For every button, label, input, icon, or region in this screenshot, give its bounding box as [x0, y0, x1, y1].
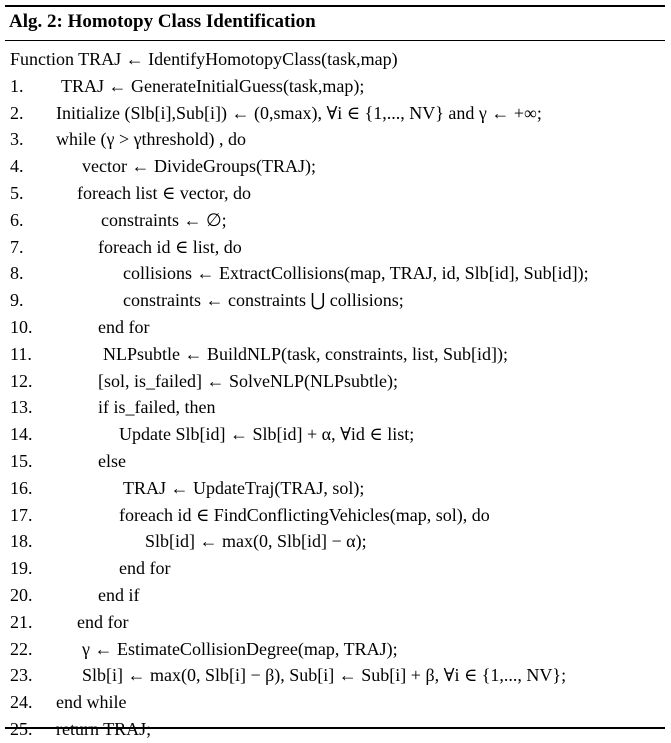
code-line: [5, 234, 665, 261]
line-code: [sol, is_failed] ← SolveNLP(NLPsubtle);: [98, 370, 398, 391]
code-line: [5, 153, 665, 180]
algorithm-title: Alg. 2: Homotopy Class Identification: [9, 11, 316, 32]
line-code: while (γ > γthreshold) , do: [56, 129, 247, 150]
line-number: 18.: [10, 531, 33, 552]
code-line: [5, 689, 665, 716]
line-number: 20.: [10, 584, 33, 605]
line-code: foreach id ∈ list, do: [98, 236, 242, 257]
code-line: [5, 475, 665, 502]
code-line: [5, 636, 665, 663]
line-number: 8.: [10, 263, 24, 284]
code-line: [5, 421, 665, 448]
code-line: [5, 314, 665, 341]
line-code: NLPsubtle ← BuildNLP(task, constraints, list, Sub[id]);: [103, 343, 508, 364]
algorithm-body: [5, 46, 665, 743]
code-line: [5, 260, 665, 287]
line-code: Update Slb[id] ← Slb[id] + α, ∀id ∈ list;: [119, 424, 415, 445]
line-number: 16.: [10, 477, 33, 498]
header-rule: [5, 40, 665, 41]
line-number: 11.: [10, 343, 32, 364]
line-code: Slb[i] ← max(0, Slb[i] − β), Sub[i] ← Sub[i] + β, ∀i ∈ {1,..., NV};: [82, 665, 567, 686]
line-number: 3.: [10, 129, 24, 150]
code-line: [5, 341, 665, 368]
line-number: 21.: [10, 611, 33, 632]
code-line: [5, 126, 665, 153]
code-line: [5, 448, 665, 475]
bottom-rule: [5, 727, 665, 729]
line-code: constraints ← ∅;: [101, 209, 227, 230]
code-line: [5, 502, 665, 529]
code-line: [5, 46, 665, 73]
line-number: 5.: [10, 182, 24, 203]
line-number: 6.: [10, 209, 24, 230]
line-code: foreach id ∈ FindConflictingVehicles(map, sol), do: [119, 504, 490, 525]
code-line: [5, 73, 665, 100]
code-line: [5, 180, 665, 207]
line-number: 12.: [10, 370, 33, 391]
line-code: end if: [98, 584, 140, 605]
line-number: 1.: [10, 75, 24, 96]
line-code: Slb[id] ← max(0, Slb[id] − α);: [145, 531, 367, 552]
line-code: return TRAJ;: [56, 718, 152, 739]
top-rule: [5, 5, 665, 7]
code-line: [5, 394, 665, 421]
line-number: 14.: [10, 424, 33, 445]
line-code: end for: [98, 316, 150, 337]
line-code: TRAJ ← GenerateInitialGuess(task,map);: [61, 75, 365, 96]
line-code: else: [98, 450, 126, 471]
code-line: [5, 100, 665, 127]
code-line: [5, 716, 665, 743]
line-number: 25.: [10, 718, 33, 739]
line-code: γ ← EstimateCollisionDegree(map, TRAJ);: [82, 638, 398, 659]
line-code: if is_failed, then: [98, 397, 216, 418]
line-number: 22.: [10, 638, 33, 659]
line-code: TRAJ ← UpdateTraj(TRAJ, sol);: [123, 477, 365, 498]
code-line: [5, 528, 665, 555]
code-line: [5, 368, 665, 395]
line-number: 17.: [10, 504, 33, 525]
code-line: [5, 609, 665, 636]
line-number: 24.: [10, 692, 33, 713]
code-line: [5, 287, 665, 314]
line-code: constraints ← constraints ⋃ collisions;: [123, 290, 404, 311]
line-code: vector ← DivideGroups(TRAJ);: [82, 156, 316, 177]
line-number: 9.: [10, 290, 24, 311]
line-code: foreach list ∈ vector, do: [77, 182, 252, 203]
line-code: Function TRAJ ← IdentifyHomotopyClass(task,map): [10, 49, 398, 69]
line-number: 2.: [10, 102, 24, 123]
line-code: Initialize (Slb[i],Sub[i]) ← (0,smax), ∀i ∈ {1,..., NV} and γ ← +∞;: [56, 102, 542, 123]
line-code: end while: [56, 692, 127, 713]
code-line: [5, 207, 665, 234]
line-number: 23.: [10, 665, 33, 686]
line-number: 7.: [10, 236, 24, 257]
line-number: 13.: [10, 397, 33, 418]
line-code: collisions ← ExtractCollisions(map, TRAJ, id, Slb[id], Sub[id]);: [123, 263, 589, 284]
line-number: 10.: [10, 316, 33, 337]
line-number: 15.: [10, 450, 33, 471]
code-line: [5, 582, 665, 609]
code-line: [5, 662, 665, 689]
code-line: [5, 555, 665, 582]
line-code: end for: [77, 611, 129, 632]
line-number: 4.: [10, 156, 24, 177]
line-code: end for: [119, 558, 171, 579]
line-number: 19.: [10, 558, 33, 579]
